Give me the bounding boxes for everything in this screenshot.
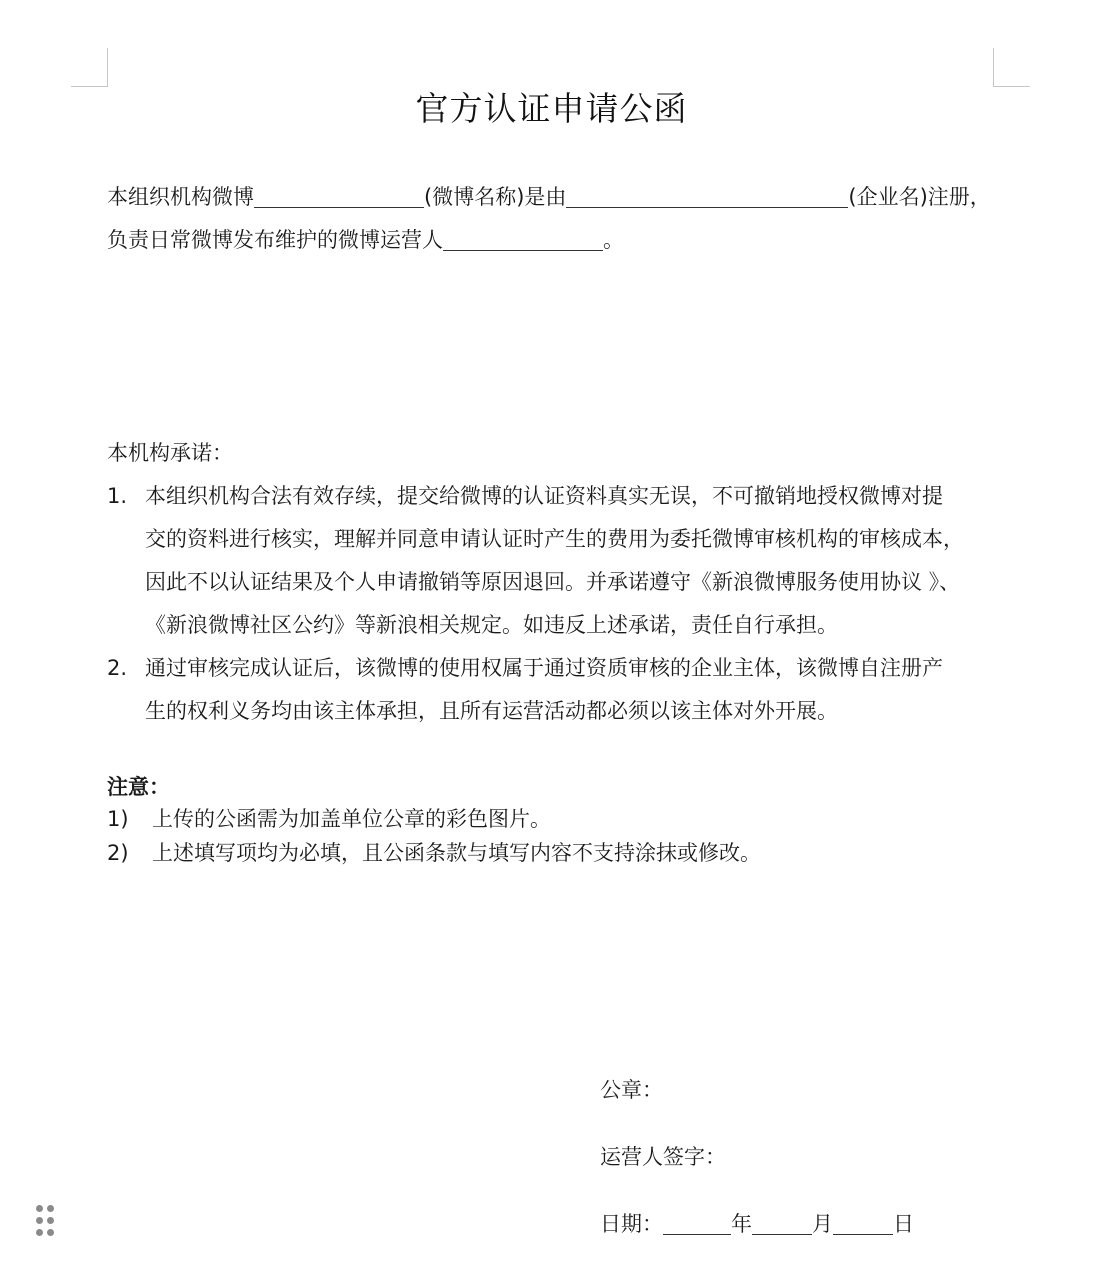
pledge-heading: 本机构承诺： [107, 441, 233, 465]
pledge-item [107, 475, 1007, 647]
day-label: 日 [893, 1212, 914, 1236]
month-blank [752, 1208, 812, 1235]
pledge-item-line: 因此不以认证结果及个人申请撤销等原因退回。并承诺遵守《新浪微博服务使用协议 》、 [145, 570, 961, 594]
operator-signature-label: 运营人签字： [600, 1145, 726, 1169]
drag-handle-dot [36, 1217, 43, 1224]
intro-text-4: 负责日常微博发布维护的微博运营人 [107, 228, 443, 252]
day-blank [833, 1208, 893, 1235]
pledge-item-line: 交的资料进行核实，理解并同意申请认证时产生的费用为委托微博审核机构的审核成本， [145, 527, 964, 551]
intro-text-2: (微博名称)是由 [424, 185, 567, 209]
pledge-list [107, 475, 1007, 733]
pledge-item-line: 生的权利义务均由该主体承担，且所有运营活动都必须以该主体对外开展。 [145, 699, 838, 723]
pledge-item-line: 《新浪微博社区公约》等新浪相关规定。如违反上述承诺，责任自行承担。 [145, 613, 838, 637]
operator-name-blank [443, 224, 603, 251]
year-label: 年 [731, 1212, 752, 1236]
date-label: 日期： [600, 1212, 663, 1236]
date-line [600, 1207, 914, 1241]
pledge-item [107, 647, 1007, 733]
note-item-text: 上述填写项均为必填，且公函条款与填写内容不支持涂抹或修改。 [152, 841, 761, 865]
drag-handle-dot [36, 1205, 43, 1212]
note-item-number: 2) [107, 841, 129, 865]
year-blank [663, 1208, 731, 1235]
note-item-number: 1) [107, 807, 129, 831]
drag-handle-dot [47, 1229, 54, 1236]
document-title: 官方认证申请公函 [415, 89, 688, 128]
notes-heading: 注意： [107, 775, 170, 799]
page-corner-mark-top-left [71, 48, 108, 87]
intro-paragraph [107, 176, 1007, 262]
pledge-item-line: 通过审核完成认证后，该微博的使用权属于通过资质审核的企业主体，该微博自注册产 [145, 656, 943, 680]
notes-list [107, 802, 761, 870]
pledge-item-number: 1. [107, 484, 128, 508]
drag-handle-dot [47, 1217, 54, 1224]
page-corner-mark-top-right [993, 48, 1030, 87]
intro-text-3: (企业名)注册， [848, 185, 991, 209]
intro-text-5: 。 [603, 228, 624, 252]
drag-handle-dot [36, 1229, 43, 1236]
seal-label: 公章： [600, 1078, 663, 1102]
month-label: 月 [812, 1212, 833, 1236]
pledge-item-line: 本组织机构合法有效存续，提交给微博的认证资料真实无误，不可撤销地授权微博对提 [145, 484, 943, 508]
note-item [107, 836, 761, 870]
drag-handle-dot [47, 1205, 54, 1212]
note-item [107, 802, 761, 836]
company-name-blank [566, 181, 848, 208]
pledge-item-number: 2. [107, 656, 128, 680]
intro-text-1: 本组织机构微博 [107, 185, 254, 209]
drag-handle-icon[interactable] [36, 1205, 54, 1237]
note-item-text: 上传的公函需为加盖单位公章的彩色图片。 [152, 807, 551, 831]
weibo-name-blank [254, 181, 424, 208]
